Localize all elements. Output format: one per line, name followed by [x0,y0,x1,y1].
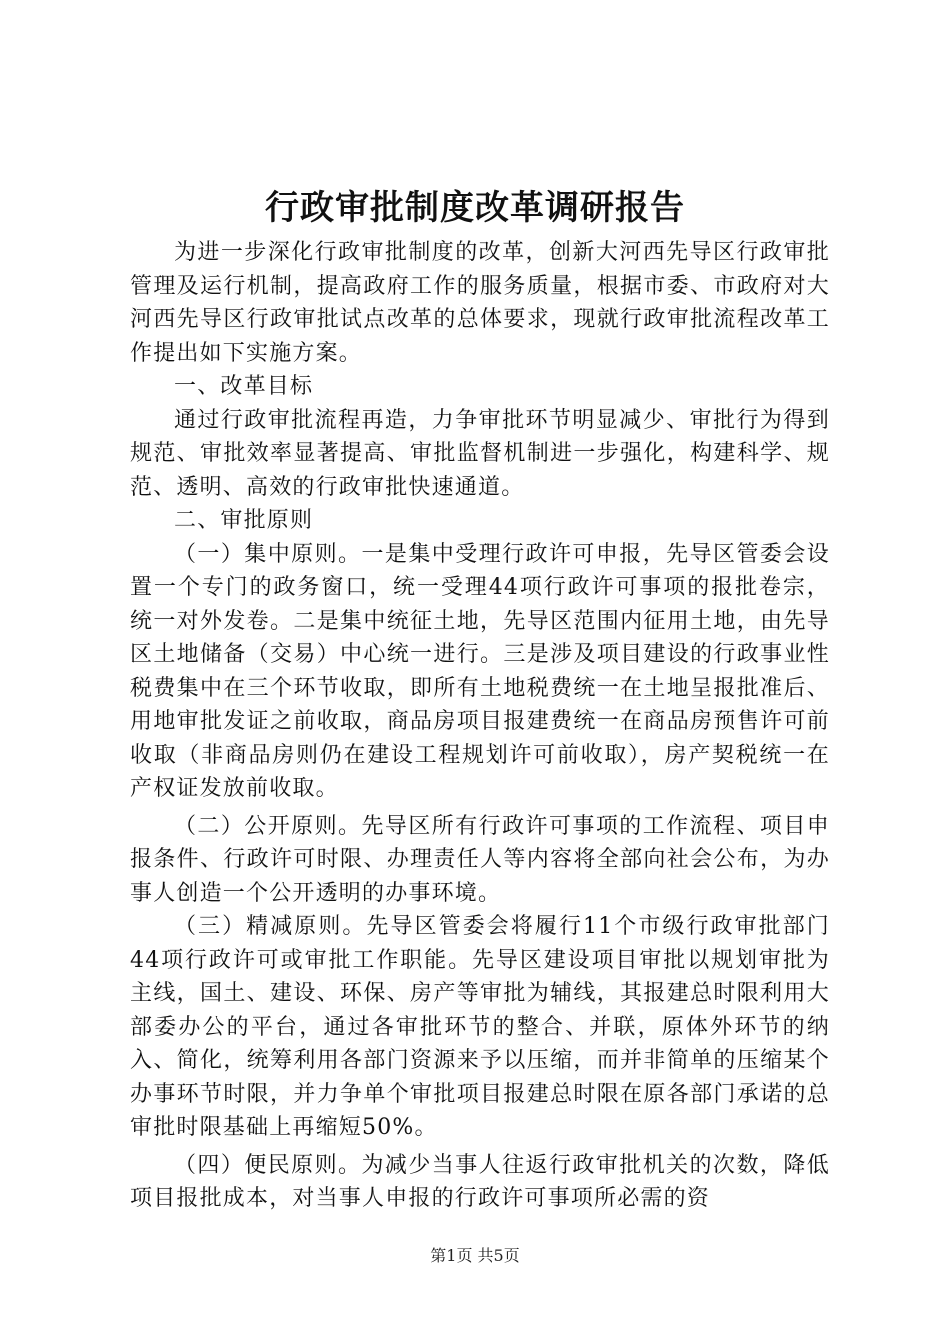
document-title: 行政审批制度改革调研报告 [265,188,685,228]
paragraph-principle-openness: （二）公开原则。先导区所有行政许可事项的工作流程、项目申报条件、行政许可时限、办理责任人等内容将全部向社会公布，为办事人创造一个公开透明的办事环境。 [130,813,830,906]
paragraph-reform-goals: 通过行政审批流程再造，力争审批环节明显减少、审批行为得到规范、审批效率显著提高、审批监督机制进一步强化，构建科学、规范、透明、高效的行政审批快速通道。 [130,407,830,500]
paragraph-principle-streamlining: （三）精减原则。先导区管委会将履行11个市级行政审批部门44项行政许可或审批工作职能。先导区建设项目审批以规划审批为主线，国土、建设、环保、房产等审批为辅线，其报建总时限利用大部委办公的平台，通过各审批环节的整合、并联，原体外环节的纳入、简化，统筹利用各部门资源来予以压缩，而并非简单的压缩某个办事环节时限，并力争单个审批项目报建总时限在原各部门承诺的总审批时限基础上再缩短50%。 [130,914,830,1140]
page-number: 第1页 共5页 [430,1246,520,1265]
paragraph-principle-centralization: （一）集中原则。一是集中受理行政许可申报，先导区管委会设置一个专门的政务窗口，统一受理44项行政许可事项的报批卷宗，统一对外发卷。二是集中统征土地，先导区范围内征用土地，由先导区土地储备（交易）中心统一进行。三是涉及项目建设的行政事业性税费集中在三个环节收取，即所有土地税费统一在土地呈报批准后、用地审批发证之前收取，商品房项目报建费统一在商品房预售许可前收取（非商品房则仍在建设工程规划许可前收取），房产契税统一在产权证发放前收取。 [130,541,830,801]
paragraph-intro: 为进一步深化行政审批制度的改革，创新大河西先导区行政审批管理及运行机制，提高政府工作的服务质量，根据市委、市政府对大河西先导区行政审批试点改革的总体要求，现就行政审批流程改革工作提出如下实施方案。 [130,240,830,366]
paragraph-principle-convenience: （四）便民原则。为减少当事人往返行政审批机关的次数，降低项目报批成本，对当事人申报的行政许可事项所必需的资 [130,1152,830,1211]
heading-approval-principles: 二、审批原则 [174,508,314,533]
document-body [130,236,830,1216]
heading-reform-goals: 一、改革目标 [174,374,314,399]
